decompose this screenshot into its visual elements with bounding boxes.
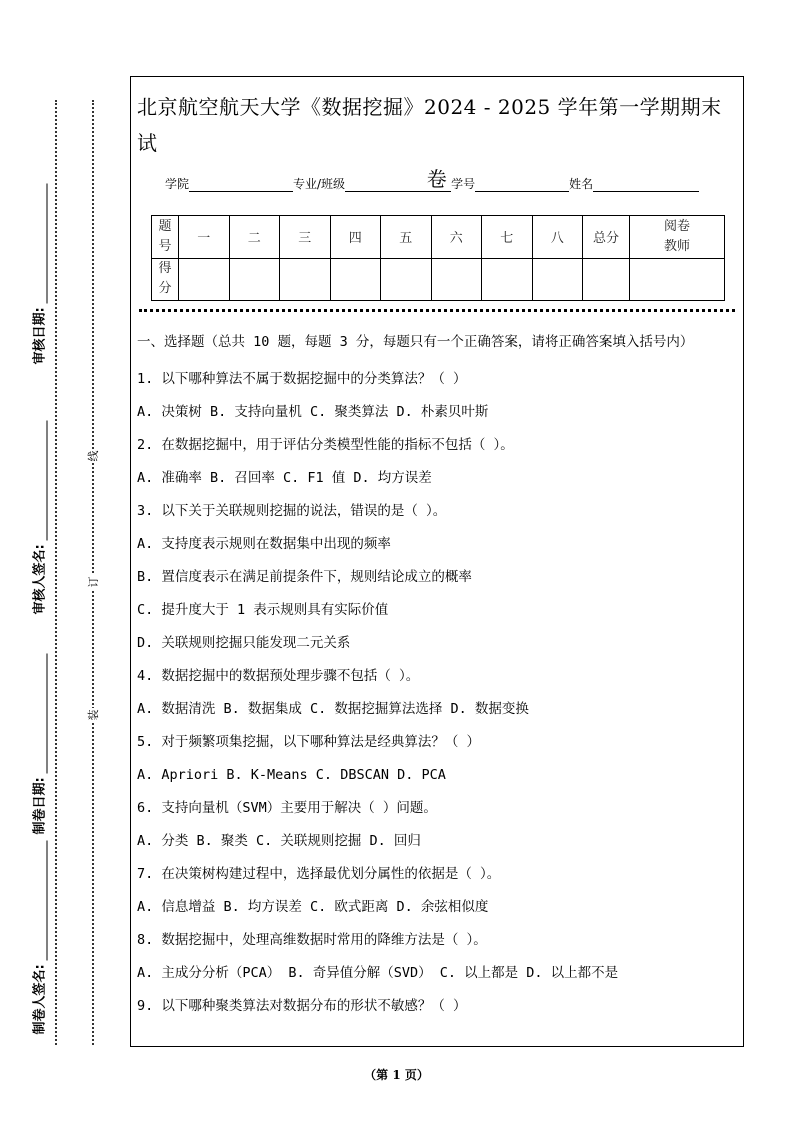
col-header-7: 七 bbox=[482, 216, 533, 259]
option-line: C. 提升度大于 1 表示规则具有实际价值 bbox=[137, 602, 389, 618]
option-line: B. 置信度表示在满足前提条件下，规则结论成立的概率 bbox=[137, 569, 472, 585]
college-field[interactable] bbox=[189, 179, 293, 192]
option-line: A. 主成分分析（PCA） B. 奇异值分解（SVD） C. 以上都是 D. 以上都不是 bbox=[137, 965, 619, 981]
exam-title-line1: 北京航空航天大学《数据挖掘》2024 - 2025 学年第一学期期末试 bbox=[137, 95, 722, 155]
option-line: A. 信息增益 B. 均方误差 C. 欧式距离 D. 余弦相似度 bbox=[137, 899, 489, 915]
student-id-label: 学号 bbox=[451, 177, 476, 191]
paper-maker-signature-blank[interactable] bbox=[47, 840, 48, 960]
col-header-total: 总分 bbox=[583, 216, 630, 259]
student-id-field[interactable] bbox=[475, 179, 569, 192]
option-line: A. 分类 B. 聚类 C. 关联规则挖掘 D. 回归 bbox=[137, 833, 421, 849]
col-header-5: 五 bbox=[381, 216, 432, 259]
score-cell-total[interactable] bbox=[583, 258, 630, 301]
paper-date-label: 制卷日期: bbox=[29, 635, 48, 835]
section-heading: 一、选择题（总共 10 题，每题 3 分，每题只有一个正确答案，请将正确答案填入括号内） bbox=[137, 334, 694, 350]
name-field[interactable] bbox=[593, 179, 699, 192]
option-line: A. 准确率 B. 召回率 C. F1 值 D. 均方误差 bbox=[137, 470, 432, 486]
score-cell-1[interactable] bbox=[179, 258, 230, 301]
score-cell-4[interactable] bbox=[330, 258, 381, 301]
score-table-header-row bbox=[152, 216, 725, 259]
question-line: 4. 数据挖掘中的数据预处理步骤不包括（ ）。 bbox=[137, 668, 420, 684]
review-date-label: 审核日期: bbox=[29, 165, 48, 365]
exam-paper bbox=[130, 76, 744, 1047]
question-line: 1. 以下哪种算法不属于数据挖掘中的分类算法？（ ） bbox=[137, 371, 467, 387]
col-header-4: 四 bbox=[330, 216, 381, 259]
reviewer-signature-cell[interactable] bbox=[630, 258, 725, 301]
question-line: 3. 以下关于关联规则挖掘的说法，错误的是（ ）。 bbox=[137, 503, 447, 519]
paper-maker-signature-label: 制卷人签名: bbox=[29, 835, 48, 1035]
col-header-3: 三 bbox=[280, 216, 331, 259]
college-label: 学院 bbox=[165, 177, 190, 191]
question-number-header: 题 号 bbox=[152, 216, 179, 259]
paper-date-blank[interactable] bbox=[47, 653, 48, 773]
option-line: D. 关联规则挖掘只能发现二元关系 bbox=[137, 635, 351, 651]
score-cell-2[interactable] bbox=[229, 258, 280, 301]
col-header-2: 二 bbox=[229, 216, 280, 259]
exam-title-line2: 卷 bbox=[426, 167, 448, 191]
major-class-field[interactable] bbox=[345, 179, 451, 192]
score-cell-6[interactable] bbox=[431, 258, 482, 301]
option-line: A. 数据清洗 B. 数据集成 C. 数据挖掘算法选择 D. 数据变换 bbox=[137, 701, 529, 717]
question-line: 7. 在决策树构建过程中，选择最优划分属性的依据是（ ）。 bbox=[137, 866, 501, 882]
col-header-8: 八 bbox=[532, 216, 583, 259]
option-line: A. 决策树 B. 支持向量机 C. 聚类算法 D. 朴素贝叶斯 bbox=[137, 404, 489, 420]
question-line: 9. 以下哪种聚类算法对数据分布的形状不敏感？（ ） bbox=[137, 998, 467, 1014]
question-line: 8. 数据挖掘中，处理高维数据时常用的降维方法是（ ）。 bbox=[137, 932, 487, 948]
reviewer-signature-blank[interactable] bbox=[47, 420, 48, 540]
binding-dotted-line-outer bbox=[55, 100, 57, 1045]
score-cell-3[interactable] bbox=[280, 258, 331, 301]
score-cell-5[interactable] bbox=[381, 258, 432, 301]
col-header-1: 一 bbox=[179, 216, 230, 259]
score-header: 得 分 bbox=[152, 258, 179, 301]
binding-dotted-line-inner bbox=[92, 100, 94, 1045]
exam-content bbox=[137, 331, 737, 1023]
binding-mark-staple: 订 bbox=[87, 576, 100, 588]
option-line: A. Apriori B. K-Means C. DBSCAN D. PCA bbox=[137, 767, 446, 783]
binding-mark-line: 线 bbox=[87, 450, 100, 462]
student-info-row bbox=[165, 175, 725, 192]
option-line: A. 支持度表示规则在数据集中出现的频率 bbox=[137, 536, 391, 552]
major-class-label: 专业/班级 bbox=[293, 177, 346, 191]
binding-mark-bind: 装 bbox=[87, 709, 100, 721]
score-cell-7[interactable] bbox=[482, 258, 533, 301]
score-cell-8[interactable] bbox=[532, 258, 583, 301]
section-separator bbox=[139, 309, 735, 312]
review-date-blank[interactable] bbox=[47, 183, 48, 303]
reviewer-header: 阅卷 教师 bbox=[630, 216, 725, 259]
page-number: （第 1 页） bbox=[364, 1068, 429, 1082]
question-line: 5. 对于频繁项集挖掘，以下哪种算法是经典算法？（ ） bbox=[137, 734, 481, 750]
reviewer-signature-label: 审核人签名: bbox=[29, 415, 48, 615]
question-line: 2. 在数据挖掘中，用于评估分类模型性能的指标不包括（ ）。 bbox=[137, 437, 514, 453]
question-line: 6. 支持向量机（SVM）主要用于解决（ ）问题。 bbox=[137, 800, 437, 816]
score-table bbox=[151, 215, 725, 301]
binding-margin bbox=[0, 0, 130, 1122]
name-label: 姓名 bbox=[569, 177, 594, 191]
col-header-6: 六 bbox=[431, 216, 482, 259]
score-table-score-row bbox=[152, 258, 725, 301]
